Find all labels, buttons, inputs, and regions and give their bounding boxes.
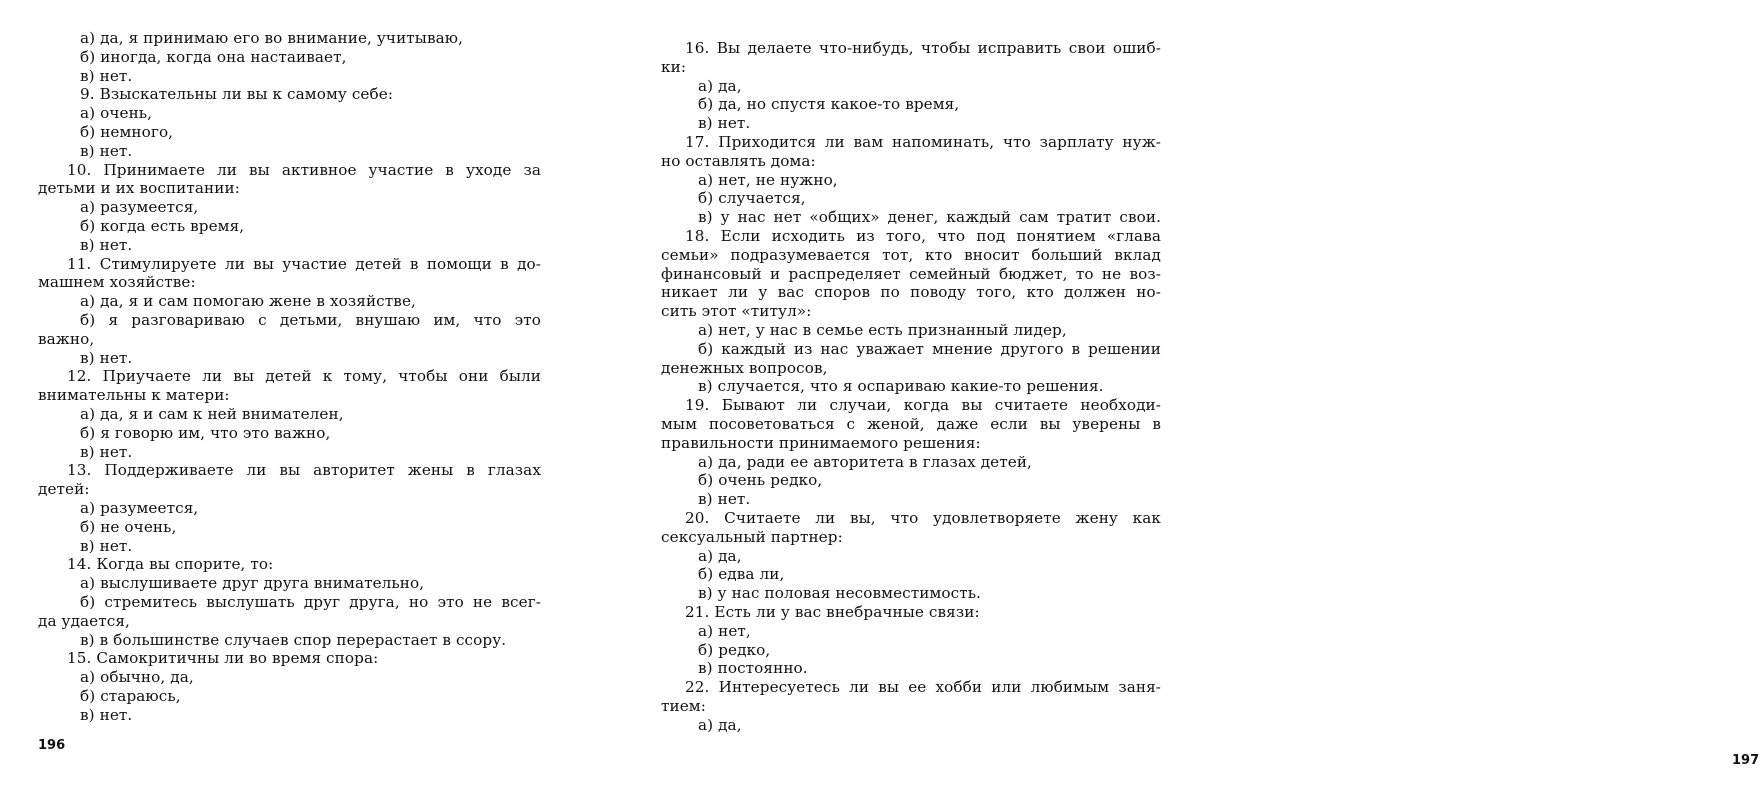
text-line: в) в большинстве случаев спор перерастает в ссору. xyxy=(38,631,541,650)
question-line: 9. Взыскательны ли вы к самому себе: xyxy=(38,85,541,104)
text-line: в) случается, что я оспариваю какие-то решения. xyxy=(661,377,1161,396)
text-line: а) да, я и сам к ней внимателен, xyxy=(38,405,541,424)
text-line: б) очень редко, xyxy=(661,471,1161,490)
text-line: а) да, xyxy=(661,716,1161,735)
question-line: 10. Принимаете ли вы активное участие в уходе за xyxy=(38,161,541,180)
text-line: б) не очень, xyxy=(38,518,541,537)
question-line: 17. Приходится ли вам напоминать, что зарплату нуж- xyxy=(661,133,1161,152)
text-line: тием: xyxy=(661,697,1161,716)
text-line: да удается, xyxy=(38,612,541,631)
text-line: ки: xyxy=(661,58,1161,77)
text-line: б) я говорю им, что это важно, xyxy=(38,424,541,443)
left-page xyxy=(0,0,600,798)
text-line: в) нет. xyxy=(38,349,541,368)
left-page-text xyxy=(38,29,541,724)
text-line: в) нет. xyxy=(38,537,541,556)
question-line: 14. Когда вы спорите, то: xyxy=(38,555,541,574)
text-line: а) нет, не нужно, xyxy=(661,171,1161,190)
page-number: 196 xyxy=(38,738,65,753)
right-page xyxy=(600,0,1200,798)
text-line: финансовый и распределяет семейный бюджет, то не воз- xyxy=(661,265,1161,284)
text-line: детей: xyxy=(38,480,541,499)
text-line: в) постоянно. xyxy=(661,659,1161,678)
text-line: а) да, я и сам помогаю жене в хозяйстве, xyxy=(38,292,541,311)
text-line: б) немного, xyxy=(38,123,541,142)
text-line: в) нет. xyxy=(38,67,541,86)
question-line: 19. Бывают ли случаи, когда вы считаете необходи- xyxy=(661,396,1161,415)
text-line: а) очень, xyxy=(38,104,541,123)
text-line: а) разумеется, xyxy=(38,499,541,518)
text-line: сексуальный партнер: xyxy=(661,528,1161,547)
text-line: машнем хозяйстве: xyxy=(38,273,541,292)
text-line: детьми и их воспитании: xyxy=(38,179,541,198)
text-line: но оставлять дома: xyxy=(661,152,1161,171)
text-line: сить этот «титул»: xyxy=(661,302,1161,321)
text-line: а) нет, xyxy=(661,622,1161,641)
text-line: важно, xyxy=(38,330,541,349)
text-line: в) у нас нет «общих» денег, каждый сам тратит свои. xyxy=(661,208,1161,227)
question-line: 22. Интересуетесь ли вы ее хобби или любимым заня- xyxy=(661,678,1161,697)
question-line: 13. Поддерживаете ли вы авторитет жены в глазах xyxy=(38,461,541,480)
page-number: 197 xyxy=(1732,753,1759,768)
text-line: б) редко, xyxy=(661,641,1161,660)
text-line: правильности принимаемого решения: xyxy=(661,434,1161,453)
question-line: 15. Самокритичны ли во время спора: xyxy=(38,649,541,668)
text-line: в) нет. xyxy=(661,114,1161,133)
question-line: 20. Считаете ли вы, что удовлетворяете жену как xyxy=(661,509,1161,528)
text-line: а) нет, у нас в семье есть признанный лидер, xyxy=(661,321,1161,340)
question-line: 16. Вы делаете что-нибудь, чтобы исправить свои ошиб- xyxy=(661,39,1161,58)
question-line: 11. Стимулируете ли вы участие детей в помощи в до- xyxy=(38,255,541,274)
text-line: денежных вопросов, xyxy=(661,359,1161,378)
text-line: б) иногда, когда она настаивает, xyxy=(38,48,541,67)
text-line: б) случается, xyxy=(661,189,1161,208)
text-line: мым посоветоваться с женой, даже если вы уверены в xyxy=(661,415,1161,434)
text-line: в) нет. xyxy=(38,236,541,255)
text-line: б) стремитесь выслушать друг друга, но это не всег- xyxy=(38,593,541,612)
text-line: б) стараюсь, xyxy=(38,687,541,706)
text-line: б) да, но спустя какое-то время, xyxy=(661,95,1161,114)
question-line: 18. Если исходить из того, что под понятием «глава xyxy=(661,227,1161,246)
text-line: в) нет. xyxy=(38,706,541,725)
text-line: б) когда есть время, xyxy=(38,217,541,236)
text-line: в) нет. xyxy=(661,490,1161,509)
text-line: а) да, xyxy=(661,77,1161,96)
text-line: б) едва ли, xyxy=(661,565,1161,584)
text-line: а) да, я принимаю его во внимание, учитываю, xyxy=(38,29,541,48)
text-line: никает ли у вас споров по поводу того, кто должен но- xyxy=(661,283,1161,302)
text-line: внимательны к матери: xyxy=(38,386,541,405)
text-line: семьи» подразумевается тот, кто вносит больший вклад xyxy=(661,246,1161,265)
right-page-text xyxy=(661,39,1161,734)
text-line: а) выслушиваете друг друга внимательно, xyxy=(38,574,541,593)
text-line: а) разумеется, xyxy=(38,198,541,217)
question-line: 21. Есть ли у вас внебрачные связи: xyxy=(661,603,1161,622)
text-line: а) да, ради ее авторитета в глазах детей, xyxy=(661,453,1161,472)
text-line: а) обычно, да, xyxy=(38,668,541,687)
text-line: а) да, xyxy=(661,547,1161,566)
question-line: 12. Приучаете ли вы детей к тому, чтобы они были xyxy=(38,367,541,386)
text-line: б) каждый из нас уважает мнение другого в решении xyxy=(661,340,1161,359)
text-line: в) нет. xyxy=(38,142,541,161)
text-line: в) у нас половая несовместимость. xyxy=(661,584,1161,603)
text-line: б) я разговариваю с детьми, внушаю им, что это xyxy=(38,311,541,330)
text-line: в) нет. xyxy=(38,443,541,462)
